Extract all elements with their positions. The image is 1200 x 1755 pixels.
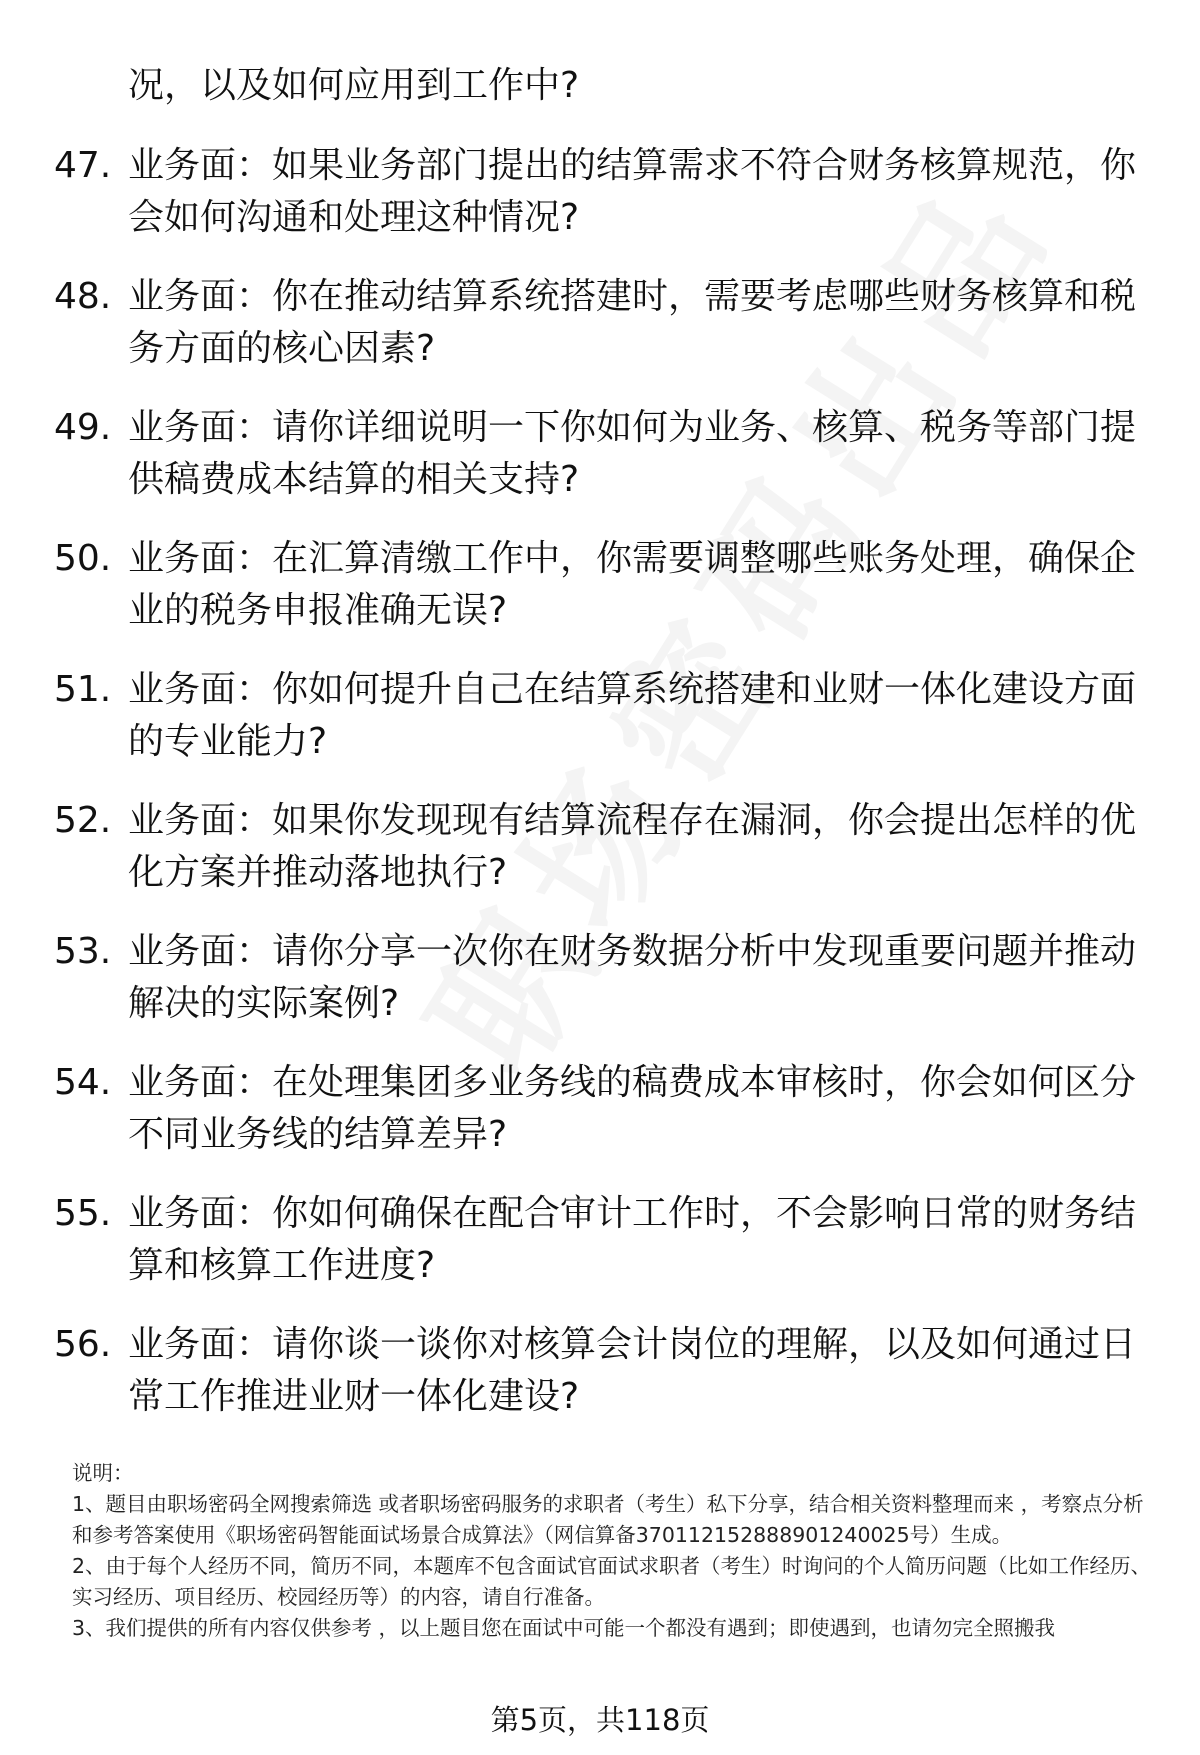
- page-number-footer: 第5页，共118页: [490, 1703, 710, 1737]
- note-item: 1、题目由职场密码全网搜索筛选 或者职场密码服务的求职者（考生）私下分享，结合相关资料整理而来 ，考察点分析和参考答案使用《职场密码智能面试场景合成算法》（网信算备370112152888901240025号）生成。: [72, 1492, 1144, 1547]
- question-number: 51.: [54, 669, 112, 710]
- question-number: 50.: [54, 538, 112, 579]
- question-item: [0, 140, 1200, 256]
- question-text: 业务面：如果你发现现有结算流程存在漏洞，你会提出怎样的优化方案并推动落地执行?: [128, 800, 1137, 893]
- question-text: 业务面：请你谈一谈你对核算会计岗位的理解，以及如何通过日常工作推进业财一体化建设?: [128, 1324, 1137, 1417]
- question-text: 业务面：你如何提升自己在结算系统搭建和业财一体化建设方面的专业能力?: [128, 669, 1137, 762]
- notes-heading: 说明：: [72, 1461, 134, 1485]
- question-text: 业务面：在汇算清缴工作中，你需要调整哪些账务处理，确保企业的税务申报准确无误?: [128, 538, 1137, 631]
- question-number: 47.: [54, 145, 112, 186]
- notes-section: [72, 1458, 1152, 1644]
- question-item: [0, 1188, 1200, 1304]
- continued-question-text: 况，以及如何应用到工作中?: [128, 65, 580, 106]
- question-number: 53.: [54, 931, 112, 972]
- question-list: [0, 140, 1200, 1450]
- question-item: [0, 1319, 1200, 1435]
- question-number: 54.: [54, 1062, 112, 1103]
- question-item: [0, 795, 1200, 911]
- question-text: 业务面：你在推动结算系统搭建时，需要考虑哪些财务核算和税务方面的核心因素?: [128, 276, 1137, 369]
- question-text: 业务面：请你详细说明一下你如何为业务、核算、税务等部门提供稿费成本结算的相关支持?: [128, 407, 1137, 500]
- note-item: 2、由于每个人经历不同，简历不同，本题库不包含面试官面试求职者（考生）时询问的个人简历问题（比如工作经历、实习经历、项目经历、校园经历等）的内容，请自行准备。: [72, 1554, 1152, 1609]
- question-number: 52.: [54, 800, 112, 841]
- question-item: [0, 533, 1200, 649]
- question-number: 56.: [54, 1324, 112, 1365]
- question-item: [0, 664, 1200, 780]
- question-number: 55.: [54, 1193, 112, 1234]
- note-item: 3、我们提供的所有内容仅供参考 ，以上题目您在面试中可能一个都没有遇到；即使遇到，也请勿完全照搬我: [72, 1616, 1056, 1640]
- question-item: [0, 1057, 1200, 1173]
- question-item: [0, 926, 1200, 1042]
- question-number: 48.: [54, 276, 112, 317]
- question-text: 业务面：在处理集团多业务线的稿费成本审核时，你会如何区分不同业务线的结算差异?: [128, 1062, 1137, 1155]
- question-number: 49.: [54, 407, 112, 448]
- question-text: 业务面：请你分享一次你在财务数据分析中发现重要问题并推动解决的实际案例?: [128, 931, 1137, 1024]
- question-text: 业务面：你如何确保在配合审计工作时，不会影响日常的财务结算和核算工作进度?: [128, 1193, 1137, 1286]
- question-text: 业务面：如果业务部门提出的结算需求不符合财务核算规范，你会如何沟通和处理这种情况?: [128, 145, 1137, 238]
- question-item: [0, 271, 1200, 387]
- question-item: [0, 402, 1200, 518]
